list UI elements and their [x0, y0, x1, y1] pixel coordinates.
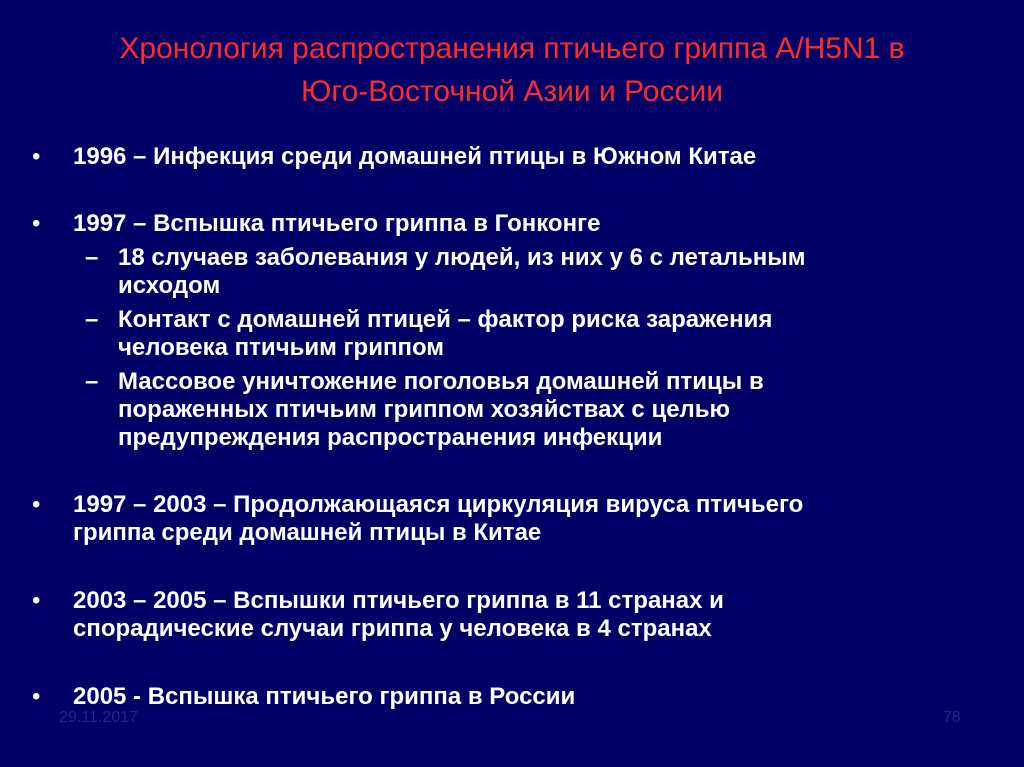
subitem-text: Контакт с домашней птицей – фактор риска заражения [118, 306, 773, 333]
bullet-text: 1997 – Вспышка птичьего гриппа в Гонконге [73, 210, 601, 237]
bullet-text: 2005 - Вспышка птичьего гриппа в России [73, 683, 576, 710]
bullet-1996 [32, 143, 757, 171]
bullet-marker: • [32, 143, 41, 170]
bullet-text: гриппа среди домашней птицы в Китае [73, 519, 542, 546]
bullet-text: 1996 – Инфекция среди домашней птицы в Южном Китае [73, 143, 757, 170]
bullet-1997 [32, 210, 601, 238]
subitem-text: исходом [118, 272, 221, 299]
bullet-text: спорадические случаи гриппа у человека в 4 странах [73, 615, 712, 642]
bullet-marker: • [32, 210, 41, 237]
sub-marker: – [85, 244, 99, 271]
bullet-1997-2003 [32, 491, 804, 547]
bullet-marker: • [32, 587, 41, 614]
slide-title [0, 27, 1024, 113]
sub-marker: – [85, 306, 99, 333]
subitem-text: предупреждения распространения инфекции [118, 424, 663, 451]
bullet-text: 2003 – 2005 – Вспышки птичьего гриппа в 11 странах и [73, 587, 724, 614]
bullet-2005 [32, 683, 576, 711]
subitem-text: Массовое уничтожение поголовья домашней птицы в [118, 368, 764, 395]
subitem-contact-risk [85, 306, 773, 362]
bullet-marker: • [32, 491, 41, 518]
subitem-text: пораженных птичьим гриппом хозяйствах с целью [118, 396, 731, 423]
subitem-mass-culling [85, 368, 764, 452]
footer-date: 29.11.2017 [59, 709, 138, 726]
slide-title-line-2: Юго-Восточной Азии и России [301, 75, 723, 108]
slide-title-line-1: Хронология распространения птичьего гриппа A/H5N1 в [119, 32, 905, 65]
subitem-text: 18 случаев заболевания у людей, из них у 6 с летальным [118, 244, 806, 271]
subitem-text: человека птичьим гриппом [118, 334, 445, 361]
bullet-marker: • [32, 683, 41, 710]
bullet-2003-2005 [32, 587, 724, 643]
bullet-text: 1997 – 2003 – Продолжающаяся циркуляция вируса птичьего [73, 491, 804, 518]
subitem-human-cases [85, 244, 806, 300]
sub-marker: – [85, 368, 99, 395]
footer-page-number: 78 [943, 709, 961, 726]
